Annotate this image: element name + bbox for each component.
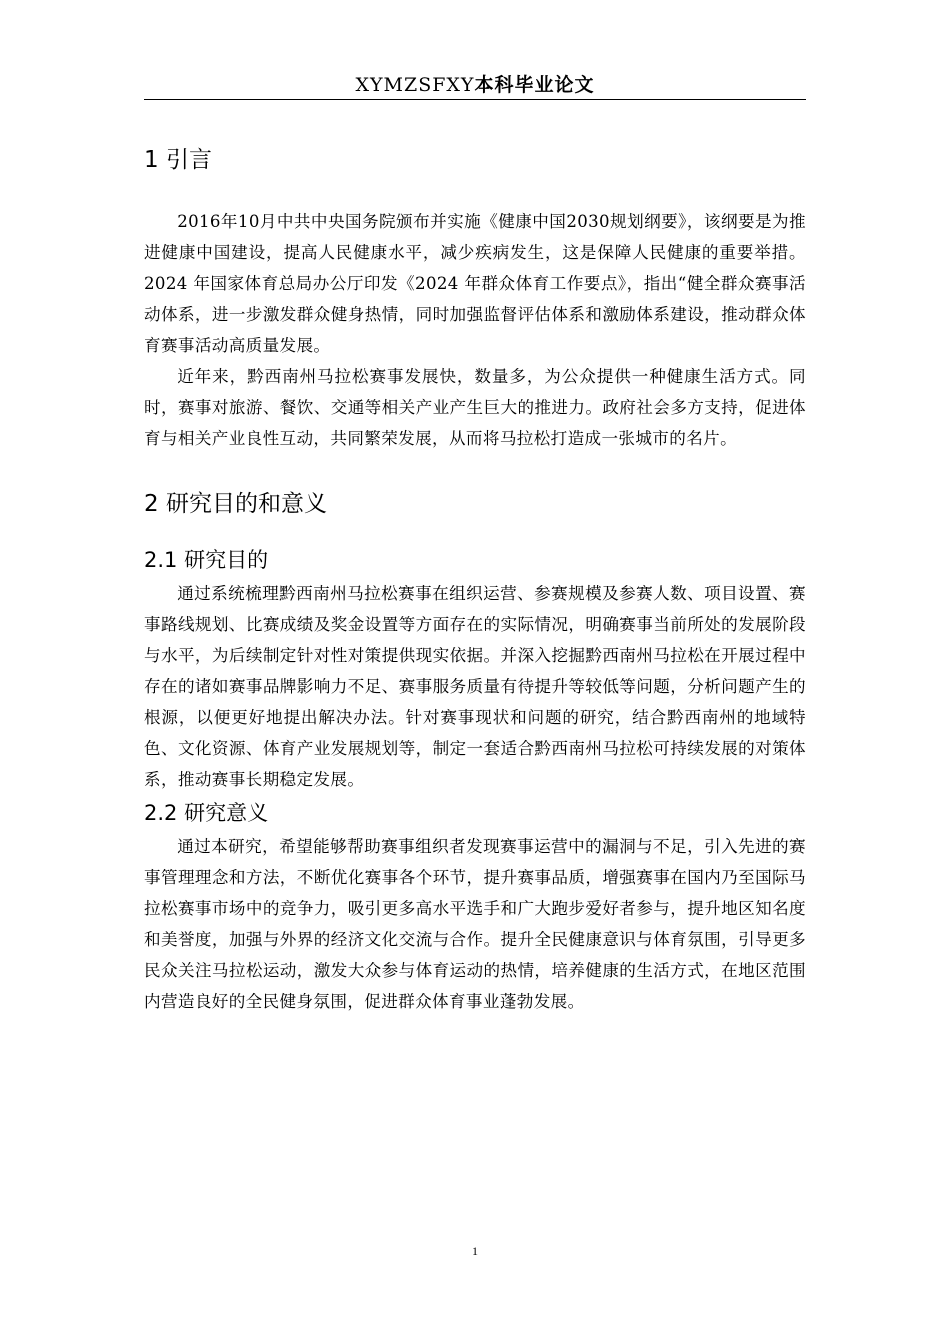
section-1-paragraph-2: 近年来，黔西南州马拉松赛事发展快，数量多，为公众提供一种健康生活方式。同时，赛事对旅游、餐饮、交通等相关产业产生巨大的推进力。政府社会多方支持，促进体育与相关产业良性互动，共同繁荣发展，从而将马拉松打造成一张城市的名片。 — [144, 367, 806, 448]
section-2-1-heading: 2.1 研究目的 — [144, 548, 269, 572]
page-body — [144, 138, 806, 1017]
page-number: 1 — [472, 1244, 478, 1258]
running-header — [144, 70, 806, 97]
section-1-paragraph-1: 2016年10月中共中央国务院颁布并实施《健康中国2030规划纲要》，该纲要是为推进健康中国建设，提高人民健康水平，减少疾病发生，这是保障人民健康的重要举措。2024 年国家体育总局办公厅印发《2024 年群众体育工作要点》，指出“健全群众赛事活动体系，进一步激发群众健身热情，同时加强监督评估体系和激励体系建设，推动群众体育赛事活动高质量发展。 — [144, 212, 806, 355]
section-1-heading: 1 引言 — [144, 147, 212, 173]
section-2-heading: 2 研究目的和意义 — [144, 491, 327, 517]
section-2-2-heading: 2.2 研究意义 — [144, 801, 269, 825]
section-2-2-paragraph: 通过本研究，希望能够帮助赛事组织者发现赛事运营中的漏洞与不足，引入先进的赛事管理理念和方法，不断优化赛事各个环节，提升赛事品质，增强赛事在国内乃至国际马拉松赛事市场中的竞争力，吸引更多高水平选手和广大跑步爱好者参与，提升地区知名度和美誉度，加强与外界的经济文化交流与合作。提升全民健康意识与体育氛围，引导更多民众关注马拉松运动，激发大众参与体育运动的热情，培养健康的生活方式，在地区范围内营造良好的全民健身氛围，促进群众体育事业蓬勃发展。 — [144, 837, 806, 1011]
header-subtitle: 本科毕业论文 — [474, 74, 595, 96]
header-divider — [144, 99, 806, 100]
section-2-1-paragraph: 通过系统梳理黔西南州马拉松赛事在组织运营、参赛规模及参赛人数、项目设置、赛事路线规划、比赛成绩及奖金设置等方面存在的实际情况，明确赛事当前所处的发展阶段与水平，为后续制定针对性对策提供现实依据。并深入挖掘黔西南州马拉松在开展过程中存在的诸如赛事品牌影响力不足、赛事服务质量有待提升等较低等问题，分析问题产生的根源，以便更好地提出解决办法。针对赛事现状和问题的研究，结合黔西南州的地域特色、文化资源、体育产业发展规划等，制定一套适合黔西南州马拉松可持续发展的对策体系，推动赛事长期稳定发展。 — [144, 584, 806, 789]
header-code: XYMZSFXY — [355, 74, 475, 96]
